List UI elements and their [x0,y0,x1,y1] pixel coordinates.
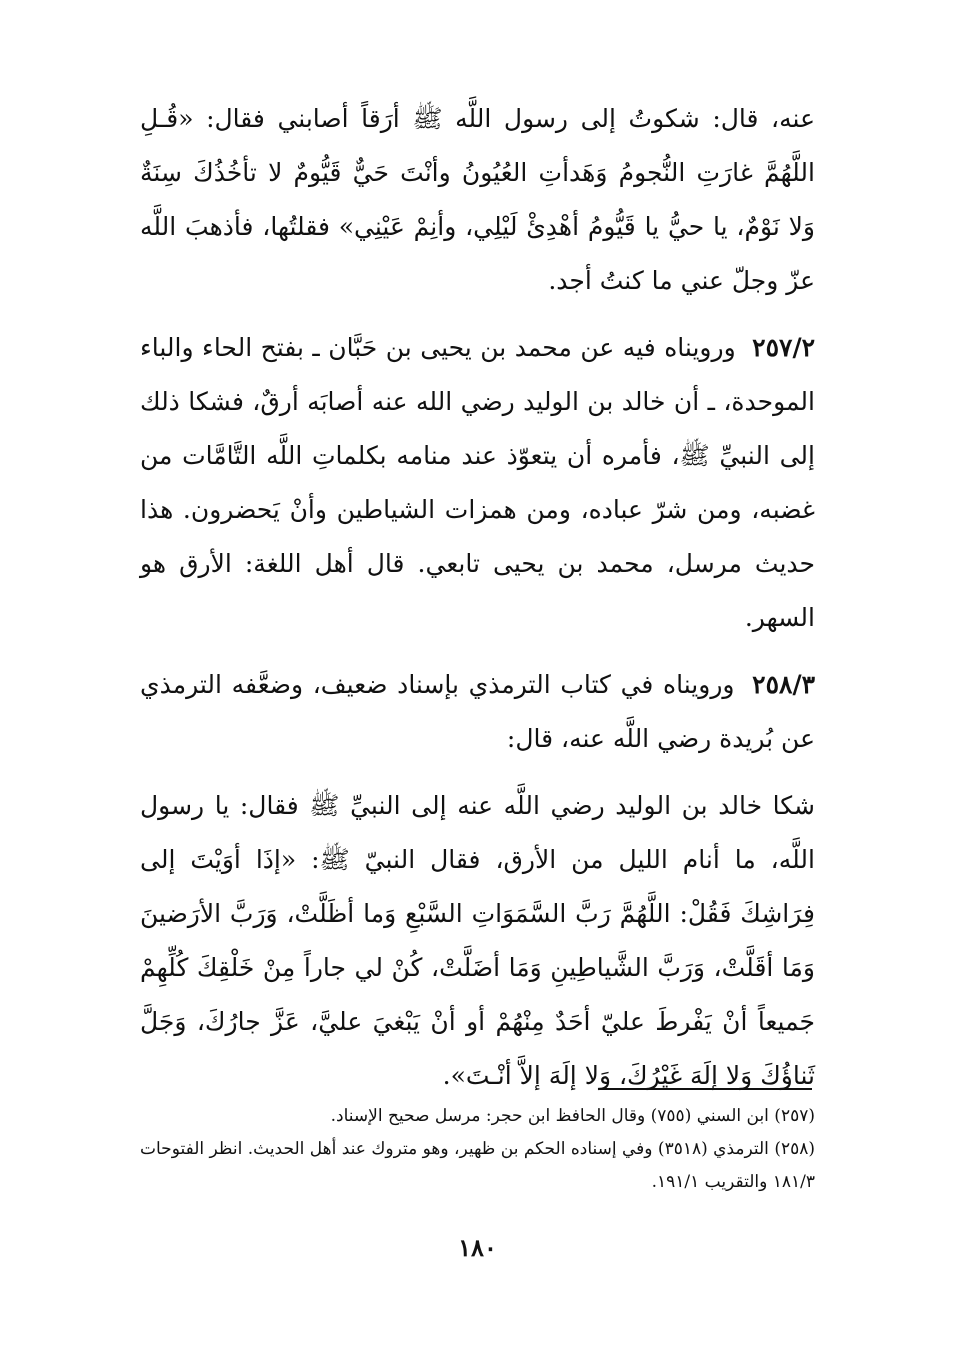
paragraph-258 [140,658,815,766]
main-text [140,92,815,1116]
paragraph-continuation [140,92,815,308]
page-number: ١٨٠ [458,1233,497,1262]
paragraph-text: عنه، قال: شكوتُ إلى رسول اللَّه ﷺ أرَقاً أصابني فقال: «قُـلِ اللَّهُمَّ غارَتِ النُّجومُ وَهَدأتِ العُيُونُ وأنْتَ حَيٌّ قَيُّومٌ لا تأخُذُكَ سِنَةٌ وَلا نَوْمٌ، يا حيُّ يا قَيُّومُ أهْدِئْ لَيْلِي، وأنِمْ عَيْنِي» فقلتُها، فأذهبَ اللَّه عزّ وجلّ عني ما كنتُ أجد. [140,104,815,295]
footnotes [140,1100,815,1199]
footnote-258: (٢٥٨) الترمذي (٣٥١٨) وفي إسناده الحكم بن ظهير، وهو متروك عند أهل الحديث. انظر الفتوحات ١٨١/٣ والتقريب ١٩١/١. [140,1139,816,1192]
hadith-number: ٢٥٧/٢ [752,333,815,362]
paragraph-text: ورويناه فيه عن محمد بن يحيى بن حَبَّان ـ بفتح الحاء والباء الموحدة، ـ أن خالد بن الوليد رضي الله عنه أصابَه أرقٌ، فشكا ذلك إلى النبيِّ ﷺ، فأمره أن يتعوّذ عند منامه بكلماتِ اللَّه التَّامَّات من غضبه، ومن شرّ عباده، ومن همزات الشياطين وأنْ يَحضرون. هذا حديث مرسل، محمد بن يحيى تابعي. قال أهل اللغة: الأرق هو السهر. [140,333,815,632]
hadith-number: ٢٥٨/٣ [752,670,815,699]
footnote-separator [598,1088,812,1090]
paragraph-text: ورويناه في كتاب الترمذي بإسناد ضعيف، وضعَّفه الترمذي عن بُريدة رضي اللَّه عنه، قال: [140,670,815,753]
paragraph-257 [140,321,815,645]
paragraph-text: شكا خالد بن الوليد رضي اللَّه عنه إلى النبيِّ ﷺ فقال: يا رسول اللَّه، ما أنام الليل من الأرق، فقال النبيّ ﷺ: «إذَا أوَيْتَ إلى فِرَاشِكَ فَقُلْ: اللَّهُمَّ رَبَّ السَّمَوَاتِ السَّبْعِ وَما أظَلَّتْ، وَرَبَّ الأرَضينَ وَمَا أقَلَّتْ، وَرَبَّ الشَّياطِينِ وَمَا أضَلَّتْ، كُنْ لي جاراً مِنْ خَلْقِكَ كُلِّهِمْ جَميعاً أنْ يَفْرطَ عليّ أحَدٌ مِنْهُمْ أو أنْ يَبْغيَ عليَّ، عَزَّ جارُكَ، وَجَلَّ ثَناؤُكَ وَلا إلَهَ غَيْرُكَ، وَلا إلَهَ إلاَّ أنْـتَ». [140,791,815,1090]
paragraph-hadith-text [140,779,815,1103]
footnote-257: (٢٥٧) ابن السني (٧٥٥) وقال الحافظ ابن حجر: مرسل صحيح الإسناد. [330,1106,815,1126]
